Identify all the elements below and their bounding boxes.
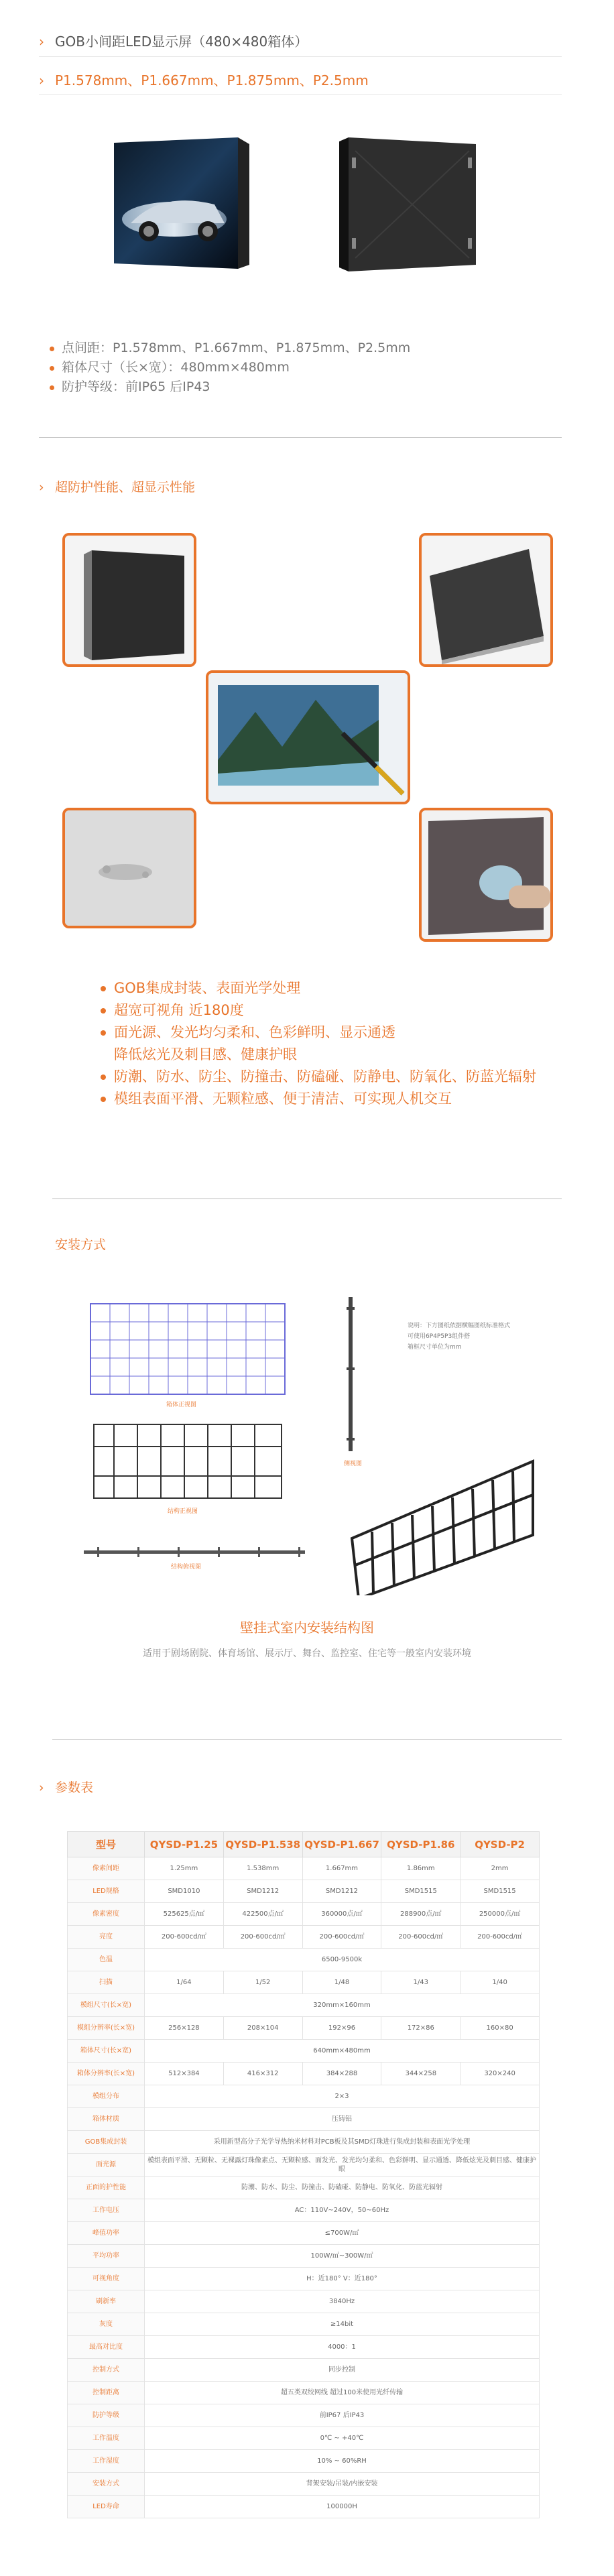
table-header-cell: QYSD-P1.538 xyxy=(223,1832,302,1857)
row-value: 200-600cd/㎡ xyxy=(381,1926,460,1949)
divider xyxy=(39,56,562,57)
params-heading-row xyxy=(39,1778,93,1796)
row-value: 200-600cd/㎡ xyxy=(145,1926,224,1949)
cabinet-front-grid xyxy=(90,1304,285,1394)
row-label: 安装方式 xyxy=(68,2473,145,2496)
row-value: 同步控制 xyxy=(145,2359,540,2382)
row-value: 320mm×160mm xyxy=(145,1994,540,2017)
list-item: 防护等级：前IP65 后IP43 xyxy=(48,377,410,397)
row-value: 525625点/㎡ xyxy=(145,1903,224,1926)
structure-perspective-frame xyxy=(352,1461,533,1595)
row-label: LED寿命 xyxy=(68,2496,145,2518)
row-value: 3840Hz xyxy=(145,2290,540,2313)
table-row xyxy=(68,2108,540,2131)
row-value: AC：110V~240V，50~60Hz xyxy=(145,2199,540,2222)
table-row xyxy=(68,2313,540,2336)
table-row xyxy=(68,2222,540,2245)
product-images xyxy=(101,137,503,285)
feature-image-hand-wipe xyxy=(419,808,553,942)
params-table xyxy=(67,1831,540,2518)
note-line: 可使用6P4P5P3组件搭 xyxy=(408,1333,471,1340)
row-value: 416×312 xyxy=(223,2063,302,2085)
table-row xyxy=(68,2496,540,2518)
note-line: 箱框尺寸单位为mm xyxy=(408,1344,462,1351)
row-label: 工作湿度 xyxy=(68,2450,145,2473)
row-label: 灰度 xyxy=(68,2313,145,2336)
table-row xyxy=(68,2245,540,2268)
row-label: GOB集成封装 xyxy=(68,2131,145,2154)
row-label: 色温 xyxy=(68,1949,145,1971)
row-value: 288900点/㎡ xyxy=(381,1903,460,1926)
row-label: 像素间距 xyxy=(68,1857,145,1880)
row-label: 扫描 xyxy=(68,1971,145,1994)
divider xyxy=(39,437,562,438)
chevron-right-icon: › xyxy=(39,480,44,495)
row-value: ≤700W/㎡ xyxy=(145,2222,540,2245)
table-row xyxy=(68,1994,540,2017)
table-row xyxy=(68,2268,540,2290)
table-header-cell: QYSD-P1.86 xyxy=(381,1832,460,1857)
row-value: 320×240 xyxy=(460,2063,540,2085)
divider xyxy=(39,94,562,95)
row-value: 384×288 xyxy=(302,2063,381,2085)
structure-front-frame xyxy=(94,1424,282,1498)
row-value: 防潮、防水、防尘、防撞击、防磕碰、防静电、防氧化、防蓝光辐射 xyxy=(145,2176,540,2199)
caption-front: 箱体正视图 xyxy=(166,1402,197,1408)
row-label: LED规格 xyxy=(68,1880,145,1903)
row-value: 100W/㎡~300W/㎡ xyxy=(145,2245,540,2268)
row-label: 模组分辨率(长×宽) xyxy=(68,2017,145,2040)
table-row xyxy=(68,2473,540,2496)
table-row xyxy=(68,1903,540,1926)
row-label: 箱体材质 xyxy=(68,2108,145,2131)
page-subtitle: P1.578mm、P1.667mm、P1.875mm、P2.5mm xyxy=(55,72,369,88)
table-header-row xyxy=(68,1832,540,1857)
table-row xyxy=(68,2063,540,2085)
table-row xyxy=(68,2017,540,2040)
row-value: 208×104 xyxy=(223,2017,302,2040)
row-label: 模组尺寸(长×宽) xyxy=(68,1994,145,2017)
row-value: 422500点/㎡ xyxy=(223,1903,302,1926)
table-row xyxy=(68,2176,540,2199)
table-row xyxy=(68,1971,540,1994)
row-value: SMD1212 xyxy=(302,1880,381,1903)
row-value: 344×258 xyxy=(381,2063,460,2085)
table-header-cell: QYSD-P1.667 xyxy=(302,1832,381,1857)
chevron-right-icon: › xyxy=(39,1780,44,1795)
row-value: 超五类双绞网线 超过100米使用光纤传输 xyxy=(145,2382,540,2404)
list-item-line: 降低炫光及刺目感、健康护眼 xyxy=(114,1046,297,1062)
caption-frame: 结构正视图 xyxy=(168,1508,198,1515)
list-item: 防潮、防水、防尘、防撞击、防磕碰、防静电、防氧化、防蓝光辐射 xyxy=(99,1066,536,1088)
row-value: 512×384 xyxy=(145,2063,224,2085)
note-line: 说明：下方图纸依据横幅图纸标准格式 xyxy=(408,1323,511,1329)
row-value: 采用新型高分子光学导热纳米材料对PCB板及其SMD灯珠进行集成封装和表面光学处理 xyxy=(145,2131,540,2154)
params-heading: 参数表 xyxy=(55,1780,94,1795)
feature-bullet-list xyxy=(99,977,536,1110)
structure-top-bar xyxy=(84,1547,305,1557)
cabinet-side-view xyxy=(347,1297,355,1451)
row-value: 2mm xyxy=(460,1857,540,1880)
table-header-cell: QYSD-P2 xyxy=(460,1832,540,1857)
row-value: 640mm×480mm xyxy=(145,2040,540,2063)
row-label: 箱体分辨率(长×宽) xyxy=(68,2063,145,2085)
features-heading: 超防护性能、超显示性能 xyxy=(55,480,196,495)
table-row xyxy=(68,2040,540,2063)
row-label: 工作电压 xyxy=(68,2199,145,2222)
row-label: 面光源 xyxy=(68,2154,145,2176)
subtitle-row xyxy=(39,70,369,89)
row-value: 1/48 xyxy=(302,1971,381,1994)
led-back-panel-image xyxy=(339,137,476,271)
row-label: 像素密度 xyxy=(68,1903,145,1926)
row-label: 刷新率 xyxy=(68,2290,145,2313)
spec-bullet-list xyxy=(48,339,410,397)
row-value: 前IP67 后IP43 xyxy=(145,2404,540,2427)
table-row xyxy=(68,2199,540,2222)
table-row xyxy=(68,1880,540,1903)
row-label: 控制方式 xyxy=(68,2359,145,2382)
table-row xyxy=(68,1926,540,1949)
row-value: 0℃ ~ +40℃ xyxy=(145,2427,540,2450)
row-value: SMD1010 xyxy=(145,1880,224,1903)
row-label: 可视角度 xyxy=(68,2268,145,2290)
row-value: 100000H xyxy=(145,2496,540,2518)
led-front-panel-image xyxy=(114,137,249,269)
list-item xyxy=(99,1022,536,1066)
row-label: 亮度 xyxy=(68,1926,145,1949)
list-item: 超宽可视角 近180度 xyxy=(99,999,536,1022)
page-title: GOB小间距LED显示屏（480×480箱体） xyxy=(55,34,308,50)
list-item: 模组表面平滑、无颗粒感、便于清洁、可实现人机交互 xyxy=(99,1088,536,1110)
install-note xyxy=(408,1321,510,1353)
row-value: 模组表面平滑、无颗粒、无裸露灯珠像素点、无颗粒感、面发光、发光均匀柔和、色彩鲜明、显示通透、降低炫光及刺目感、健康护眼 xyxy=(145,2154,540,2176)
chevron-right-icon: › xyxy=(39,72,44,88)
table-row xyxy=(68,2450,540,2473)
table-row xyxy=(68,2131,540,2154)
row-value: 172×86 xyxy=(381,2017,460,2040)
table-header-cell: QYSD-P1.25 xyxy=(145,1832,224,1857)
row-label: 正面的护性能 xyxy=(68,2176,145,2199)
row-value: 1/64 xyxy=(145,1971,224,1994)
feature-image-water xyxy=(62,808,196,928)
row-value: 2×3 xyxy=(145,2085,540,2108)
row-value: 1.25mm xyxy=(145,1857,224,1880)
row-label: 最高对比度 xyxy=(68,2336,145,2359)
row-value: SMD1212 xyxy=(223,1880,302,1903)
divider xyxy=(52,1739,562,1740)
row-value: 192×96 xyxy=(302,2017,381,2040)
row-value: 200-600cd/㎡ xyxy=(223,1926,302,1949)
row-value: 160×80 xyxy=(460,2017,540,2040)
page-title-row xyxy=(39,31,308,50)
row-value: 背架安装/吊装/内嵌安装 xyxy=(145,2473,540,2496)
row-value: 360000点/㎡ xyxy=(302,1903,381,1926)
table-row xyxy=(68,2085,540,2108)
install-heading: 安装方式 xyxy=(55,1237,107,1252)
table-row xyxy=(68,2404,540,2427)
row-label: 工作温度 xyxy=(68,2427,145,2450)
list-item: 箱体尺寸（长×宽）：480mm×480mm xyxy=(48,358,410,377)
row-value: 压铸铝 xyxy=(145,2108,540,2131)
row-value: 200-600cd/㎡ xyxy=(302,1926,381,1949)
table-row xyxy=(68,1949,540,1971)
list-item-line: 面光源、发光均匀柔和、色彩鲜明、显示通透 xyxy=(114,1024,395,1040)
install-description: 适用于剧场剧院、体育场馆、展示厅、舞台、监控室、住宅等一般室内安装环境 xyxy=(143,1648,471,1659)
row-label: 防护等级 xyxy=(68,2404,145,2427)
row-value: 1.667mm xyxy=(302,1857,381,1880)
table-body xyxy=(68,1857,540,2518)
feature-image-panel-side xyxy=(62,533,196,667)
row-label: 控制距离 xyxy=(68,2382,145,2404)
list-item: GOB集成封装、表面光学处理 xyxy=(99,977,536,999)
row-label: 模组分布 xyxy=(68,2085,145,2108)
row-label: 平均功率 xyxy=(68,2245,145,2268)
list-item: 点间距：P1.578mm、P1.667mm、P1.875mm、P2.5mm xyxy=(48,339,410,358)
table-row xyxy=(68,2359,540,2382)
feature-image-panel-surface xyxy=(419,533,553,667)
row-value: 1.538mm xyxy=(223,1857,302,1880)
table-header-cell: 型号 xyxy=(68,1832,145,1857)
row-label: 峰值功率 xyxy=(68,2222,145,2245)
table-row xyxy=(68,1857,540,1880)
table-row xyxy=(68,2154,540,2176)
row-value: H：近180° V：近180° xyxy=(145,2268,540,2290)
table-row xyxy=(68,2382,540,2404)
feature-image-mountain-screen xyxy=(206,670,410,804)
row-value: 200-600cd/㎡ xyxy=(460,1926,540,1949)
chevron-right-icon: › xyxy=(39,34,44,50)
install-title: 壁挂式室内安装结构图 xyxy=(240,1619,374,1636)
caption-side: 侧视图 xyxy=(344,1461,363,1467)
row-value: 1/40 xyxy=(460,1971,540,1994)
table-row xyxy=(68,2427,540,2450)
row-value: SMD1515 xyxy=(460,1880,540,1903)
caption-bottom: 结构俯视图 xyxy=(171,1564,202,1571)
row-value: SMD1515 xyxy=(381,1880,460,1903)
row-value: 250000点/㎡ xyxy=(460,1903,540,1926)
row-value: 1/52 xyxy=(223,1971,302,1994)
row-value: 1.86mm xyxy=(381,1857,460,1880)
row-value: 1/43 xyxy=(381,1971,460,1994)
row-label: 箱体尺寸(长×宽) xyxy=(68,2040,145,2063)
features-heading-row xyxy=(39,477,195,495)
table-row xyxy=(68,2290,540,2313)
row-value: ≥14bit xyxy=(145,2313,540,2336)
row-value: 4000：1 xyxy=(145,2336,540,2359)
row-value: 10% ~ 60%RH xyxy=(145,2450,540,2473)
row-value: 256×128 xyxy=(145,2017,224,2040)
table-row xyxy=(68,2336,540,2359)
row-value: 6500-9500k xyxy=(145,1949,540,1971)
